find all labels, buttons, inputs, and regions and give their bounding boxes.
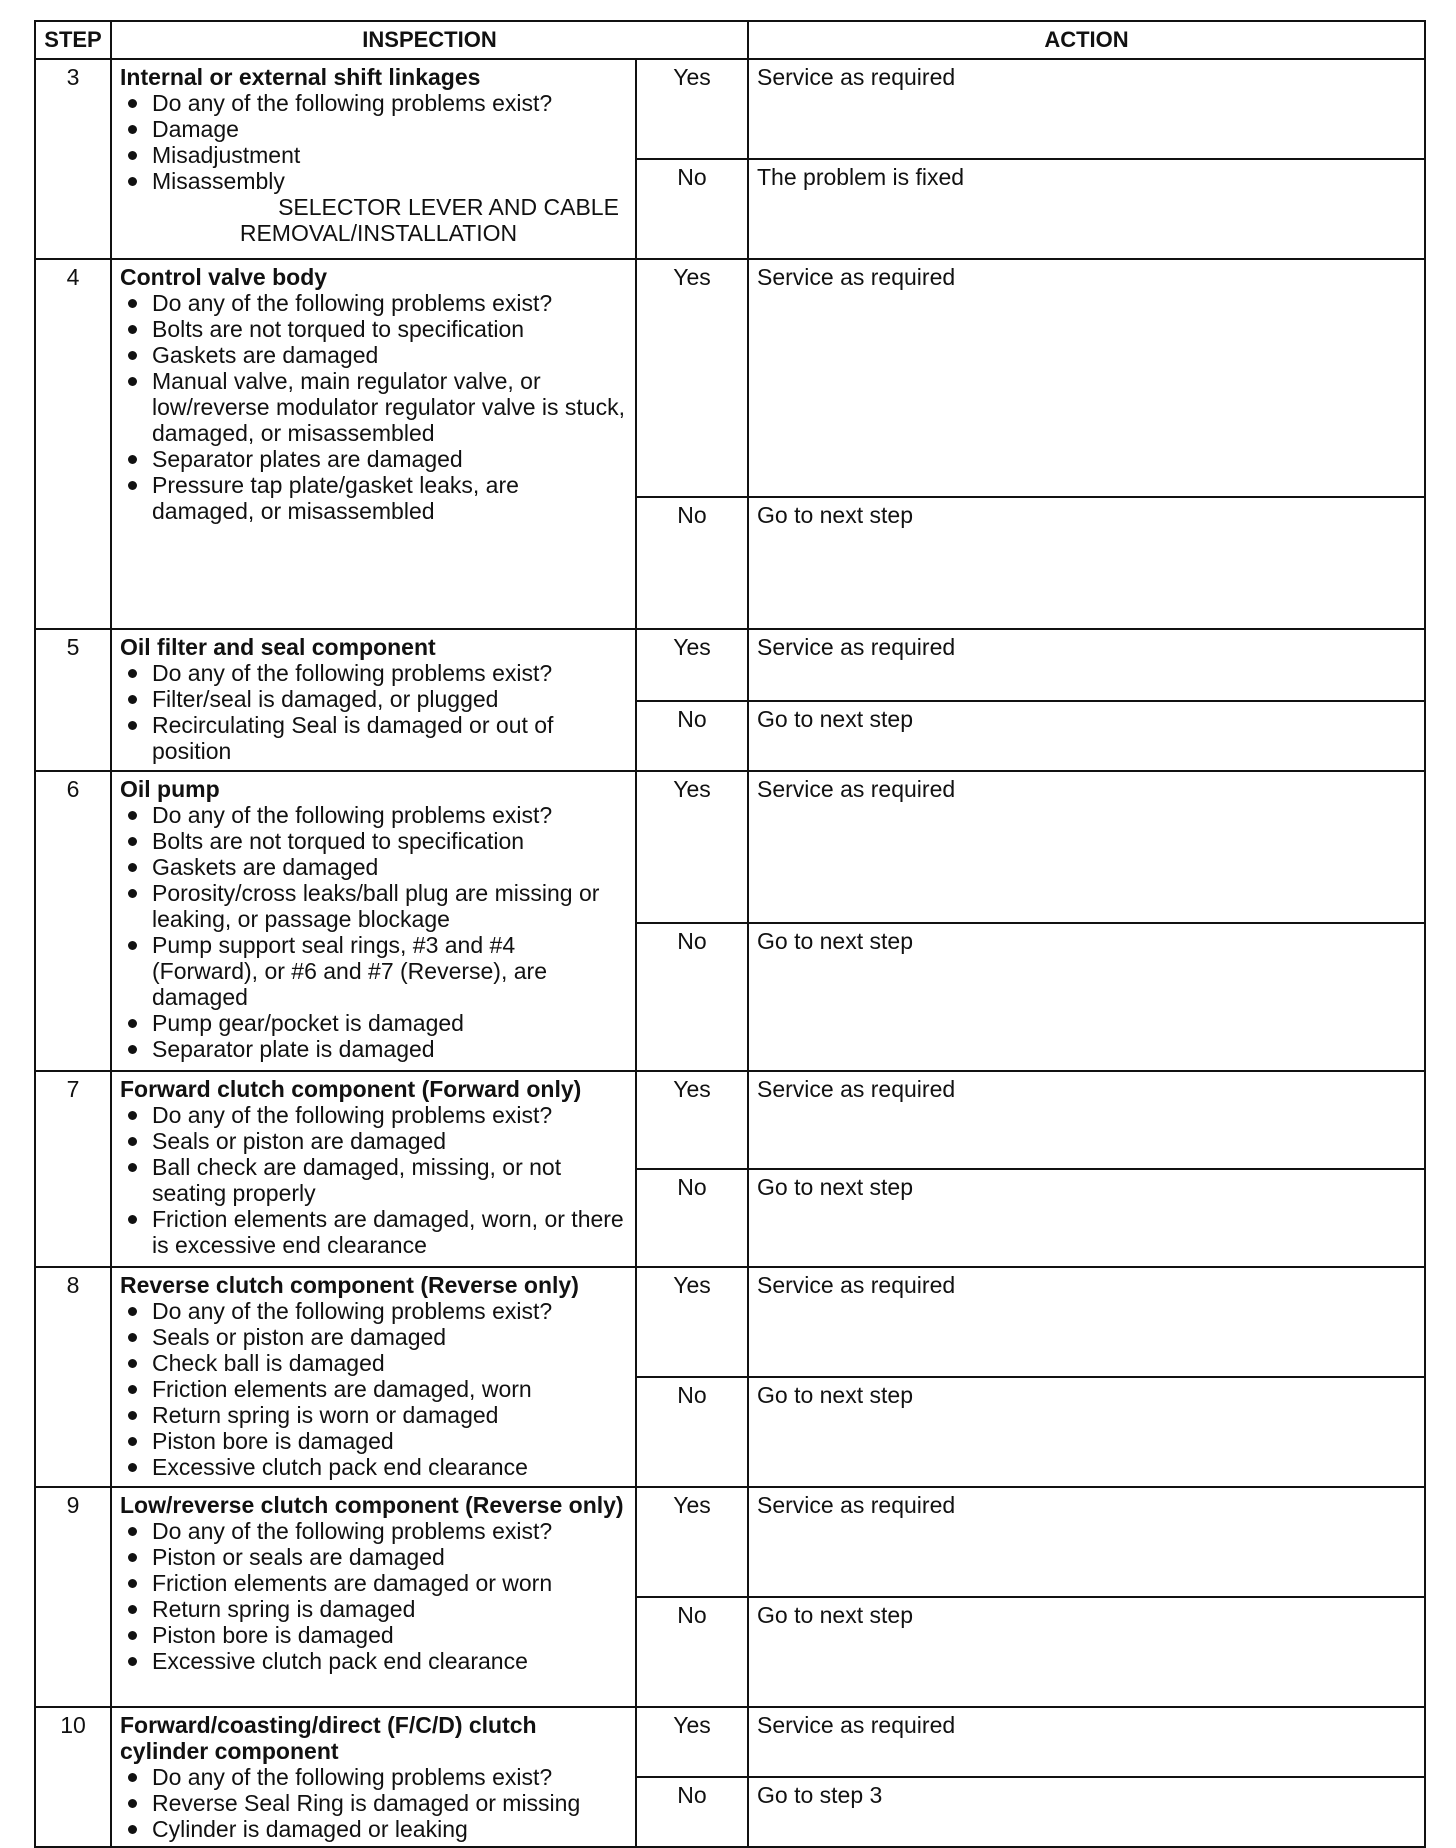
yes-action: Service as required: [748, 771, 1425, 923]
bullet-item: Separator plates are damaged: [120, 446, 627, 472]
table-row: [35, 629, 1425, 701]
yes-action: Service as required: [748, 59, 1425, 159]
inspection-cell: [111, 1707, 636, 1847]
table-body: [35, 59, 1425, 1847]
table-row: [35, 59, 1425, 159]
diagnostic-table: [34, 20, 1426, 1848]
table-row: [35, 1707, 1425, 1777]
bullet-item: Do any of the following problems exist?: [120, 660, 627, 686]
inspection-bullets: [120, 290, 627, 524]
bullet-item: Do any of the following problems exist?: [120, 1298, 627, 1324]
no-label: No: [636, 1169, 748, 1267]
inspection-title: Oil pump: [120, 776, 220, 802]
no-label: No: [636, 701, 748, 771]
table-header-row: [35, 21, 1425, 59]
bullet-item: Ball check are damaged, missing, or not seating properly: [120, 1154, 627, 1206]
bullet-item: Recirculating Seal is damaged or out of position: [120, 712, 627, 764]
inspection-bullets: [120, 1764, 627, 1842]
header-inspection: INSPECTION: [111, 21, 748, 59]
bullet-item: Friction elements are damaged or worn: [120, 1570, 627, 1596]
bullet-item: Seals or piston are damaged: [120, 1324, 627, 1350]
bullet-item: Friction elements are damaged, worn: [120, 1376, 627, 1402]
yes-action: Service as required: [748, 1071, 1425, 1169]
inspection-title: Oil filter and seal component: [120, 634, 436, 660]
reference-line-2: REMOVAL/INSTALLATION: [239, 220, 518, 246]
no-action: Go to next step: [748, 1597, 1425, 1707]
inspection-cell: [111, 1071, 636, 1267]
inspection-cell: [111, 629, 636, 771]
header-step: STEP: [35, 21, 111, 59]
step-number: 8: [35, 1267, 111, 1487]
inspection-title: Forward/coasting/direct (F/C/D) clutch cylinder component: [120, 1712, 537, 1764]
bullet-item: Pump support seal rings, #3 and #4 (Forward), or #6 and #7 (Reverse), are damaged: [120, 932, 627, 1010]
no-label: No: [636, 159, 748, 259]
bullet-item: Friction elements are damaged, worn, or there is excessive end clearance: [120, 1206, 627, 1258]
no-label: No: [636, 497, 748, 629]
inspection-bullets: [120, 1298, 627, 1480]
table-row: [35, 259, 1425, 497]
inspection-bullets: [120, 660, 627, 764]
step-number: 10: [35, 1707, 111, 1847]
yes-label: Yes: [636, 1267, 748, 1377]
bullet-item: Excessive clutch pack end clearance: [120, 1648, 627, 1674]
yes-action: Service as required: [748, 629, 1425, 701]
bullet-item: Excessive clutch pack end clearance: [120, 1454, 627, 1480]
yes-label: Yes: [636, 259, 748, 497]
bullet-item: Piston or seals are damaged: [120, 1544, 627, 1570]
table-row: [35, 1487, 1425, 1597]
inspection-cell: [111, 771, 636, 1071]
bullet-item: Damage: [120, 116, 627, 142]
bullet-item: Piston bore is damaged: [120, 1622, 627, 1648]
step-number: 7: [35, 1071, 111, 1267]
step-number: 4: [35, 259, 111, 629]
inspection-cell: [111, 1487, 636, 1707]
step-number: 3: [35, 59, 111, 259]
no-action: Go to next step: [748, 1169, 1425, 1267]
inspection-bullets: [120, 802, 627, 1062]
no-label: No: [636, 1597, 748, 1707]
reference-line-1: SELECTOR LEVER AND CABLE: [278, 194, 619, 220]
no-label: No: [636, 1377, 748, 1487]
inspection-cell: [111, 1267, 636, 1487]
bullet-item: Gaskets are damaged: [120, 854, 627, 880]
bullet-item: Do any of the following problems exist?: [120, 90, 627, 116]
bullet-item: Manual valve, main regulator valve, or low/reverse modulator regulator valve is stuck, damaged, or misassembled: [120, 368, 627, 446]
no-action: Go to step 3: [748, 1777, 1425, 1847]
bullet-item: Do any of the following problems exist?: [120, 1102, 627, 1128]
bullet-item: Do any of the following problems exist?: [120, 1764, 627, 1790]
bullet-item: Check ball is damaged: [120, 1350, 627, 1376]
inspection-title: Reverse clutch component (Reverse only): [120, 1272, 579, 1298]
no-label: No: [636, 1777, 748, 1847]
table-row: [35, 1071, 1425, 1169]
step-number: 6: [35, 771, 111, 1071]
bullet-item: Reverse Seal Ring is damaged or missing: [120, 1790, 627, 1816]
inspection-cell: [111, 259, 636, 629]
table-row: [35, 1267, 1425, 1377]
no-action: Go to next step: [748, 497, 1425, 629]
bullet-item: Porosity/cross leaks/ball plug are missing or leaking, or passage blockage: [120, 880, 627, 932]
inspection-cell: [111, 59, 636, 259]
header-action: ACTION: [748, 21, 1425, 59]
bullet-item: Piston bore is damaged: [120, 1428, 627, 1454]
step-number: 9: [35, 1487, 111, 1707]
diagnostic-document: [34, 20, 1424, 1848]
yes-label: Yes: [636, 771, 748, 923]
step-number: 5: [35, 629, 111, 771]
bullet-item: Filter/seal is damaged, or plugged: [120, 686, 627, 712]
bullet-item: Do any of the following problems exist?: [120, 802, 627, 828]
no-action: The problem is fixed: [748, 159, 1425, 259]
yes-label: Yes: [636, 1707, 748, 1777]
bullet-item: Return spring is damaged: [120, 1596, 627, 1622]
inspection-bullets: [120, 1518, 627, 1674]
bullet-item: Misadjustment: [120, 142, 627, 168]
bullet-item: Pump gear/pocket is damaged: [120, 1010, 627, 1036]
table-row: [35, 771, 1425, 923]
inspection-bullets: [120, 1102, 627, 1258]
yes-action: Service as required: [748, 1707, 1425, 1777]
yes-action: Service as required: [748, 1487, 1425, 1597]
no-action: Go to next step: [748, 923, 1425, 1071]
bullet-item: Separator plate is damaged: [120, 1036, 627, 1062]
bullet-item: Do any of the following problems exist?: [120, 290, 627, 316]
bullet-item: Misassembly: [120, 168, 627, 194]
inspection-title: Forward clutch component (Forward only): [120, 1076, 582, 1102]
inspection-title: Internal or external shift linkages: [120, 64, 481, 90]
no-label: No: [636, 923, 748, 1071]
bullet-item: Cylinder is damaged or leaking: [120, 1816, 627, 1842]
yes-label: Yes: [636, 59, 748, 159]
bullet-item: Bolts are not torqued to specification: [120, 828, 627, 854]
yes-action: Service as required: [748, 1267, 1425, 1377]
bullet-item: Pressure tap plate/gasket leaks, are damaged, or misassembled: [120, 472, 627, 524]
bullet-item: Bolts are not torqued to specification: [120, 316, 627, 342]
yes-label: Yes: [636, 629, 748, 701]
bullet-item: Seals or piston are damaged: [120, 1128, 627, 1154]
yes-label: Yes: [636, 1071, 748, 1169]
inspection-bullets: [120, 90, 627, 194]
no-action: Go to next step: [748, 701, 1425, 771]
bullet-item: Do any of the following problems exist?: [120, 1518, 627, 1544]
no-action: Go to next step: [748, 1377, 1425, 1487]
inspection-title: Control valve body: [120, 264, 328, 290]
yes-label: Yes: [636, 1487, 748, 1597]
inspection-title: Low/reverse clutch component (Reverse only): [120, 1492, 624, 1518]
bullet-item: Return spring is worn or damaged: [120, 1402, 627, 1428]
bullet-item: Gaskets are damaged: [120, 342, 627, 368]
yes-action: Service as required: [748, 259, 1425, 497]
